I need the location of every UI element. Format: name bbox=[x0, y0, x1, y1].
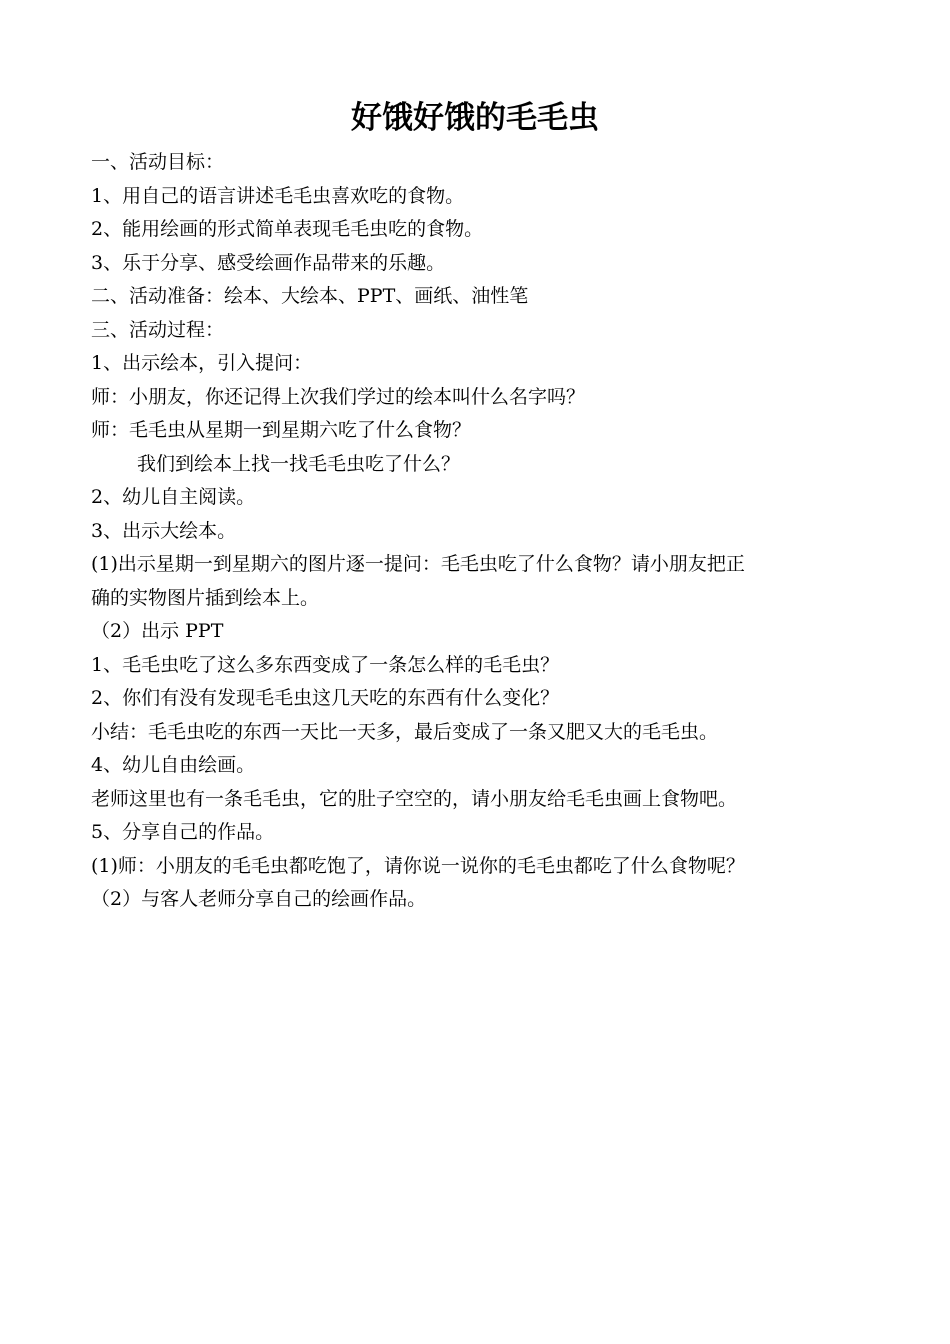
section-heading-preparation: 二、活动准备：绘本、大绘本、PPT、画纸、油性笔 bbox=[91, 285, 529, 307]
process-step-2: 2、幼儿自主阅读。 bbox=[91, 486, 256, 508]
substep-1: (1)出示星期一到星期六的图片逐一提问：毛毛虫吃了什么食物？请小朋友把正 bbox=[91, 553, 745, 575]
section-heading-process: 三、活动过程： bbox=[91, 318, 225, 341]
section-heading-goals: 一、活动目标： bbox=[91, 151, 225, 173]
teacher-question-2-continued: 我们到绘本上找一找毛毛虫吃了什么？ bbox=[137, 452, 461, 475]
ppt-question-2: 2、你们有没有发现毛毛虫这几天吃的东西有什么变化？ bbox=[91, 687, 560, 709]
substep-1-continued: 确的实物图片插到绘本上。 bbox=[91, 586, 320, 609]
substep-2: （2）出示 PPT bbox=[91, 620, 224, 642]
summary-line: 小结：毛毛虫吃的东西一天比一天多，最后变成了一条又肥又大的毛毛虫。 bbox=[91, 720, 719, 743]
goal-item-3: 3、乐于分享、感受绘画作品带来的乐趣。 bbox=[91, 251, 446, 274]
drawing-instruction: 老师这里也有一条毛毛虫，它的肚子空空的，请小朋友给毛毛虫画上食物吧。 bbox=[91, 787, 738, 810]
goal-item-2: 2、能用绘画的形式简单表现毛毛虫吃的食物。 bbox=[91, 218, 484, 240]
share-substep-1: (1)师：小朋友的毛毛虫都吃饱了，请你说一说你的毛毛虫都吃了什么食物呢？ bbox=[91, 854, 745, 877]
teacher-question-1: 师：小朋友，你还记得上次我们学过的绘本叫什么名字吗？ bbox=[91, 385, 586, 408]
goal-item-1: 1、用自己的语言讲述毛毛虫喜欢吃的食物。 bbox=[91, 184, 465, 207]
ppt-question-1: 1、毛毛虫吃了这么多东西变成了一条怎么样的毛毛虫？ bbox=[91, 653, 560, 676]
process-step-3: 3、出示大绘本。 bbox=[91, 519, 237, 542]
share-substep-2: （2）与客人老师分享自己的绘画作品。 bbox=[91, 888, 427, 910]
process-step-4: 4、幼儿自由绘画。 bbox=[91, 754, 256, 776]
document-body bbox=[91, 146, 871, 917]
process-step-5: 5、分享自己的作品。 bbox=[91, 821, 275, 843]
process-step-1: 1、出示绘本，引入提问： bbox=[91, 352, 313, 374]
document-title: 好饿好饿的毛毛虫 bbox=[351, 100, 599, 136]
teacher-question-2: 师：毛毛虫从星期一到星期六吃了什么食物？ bbox=[91, 419, 472, 441]
